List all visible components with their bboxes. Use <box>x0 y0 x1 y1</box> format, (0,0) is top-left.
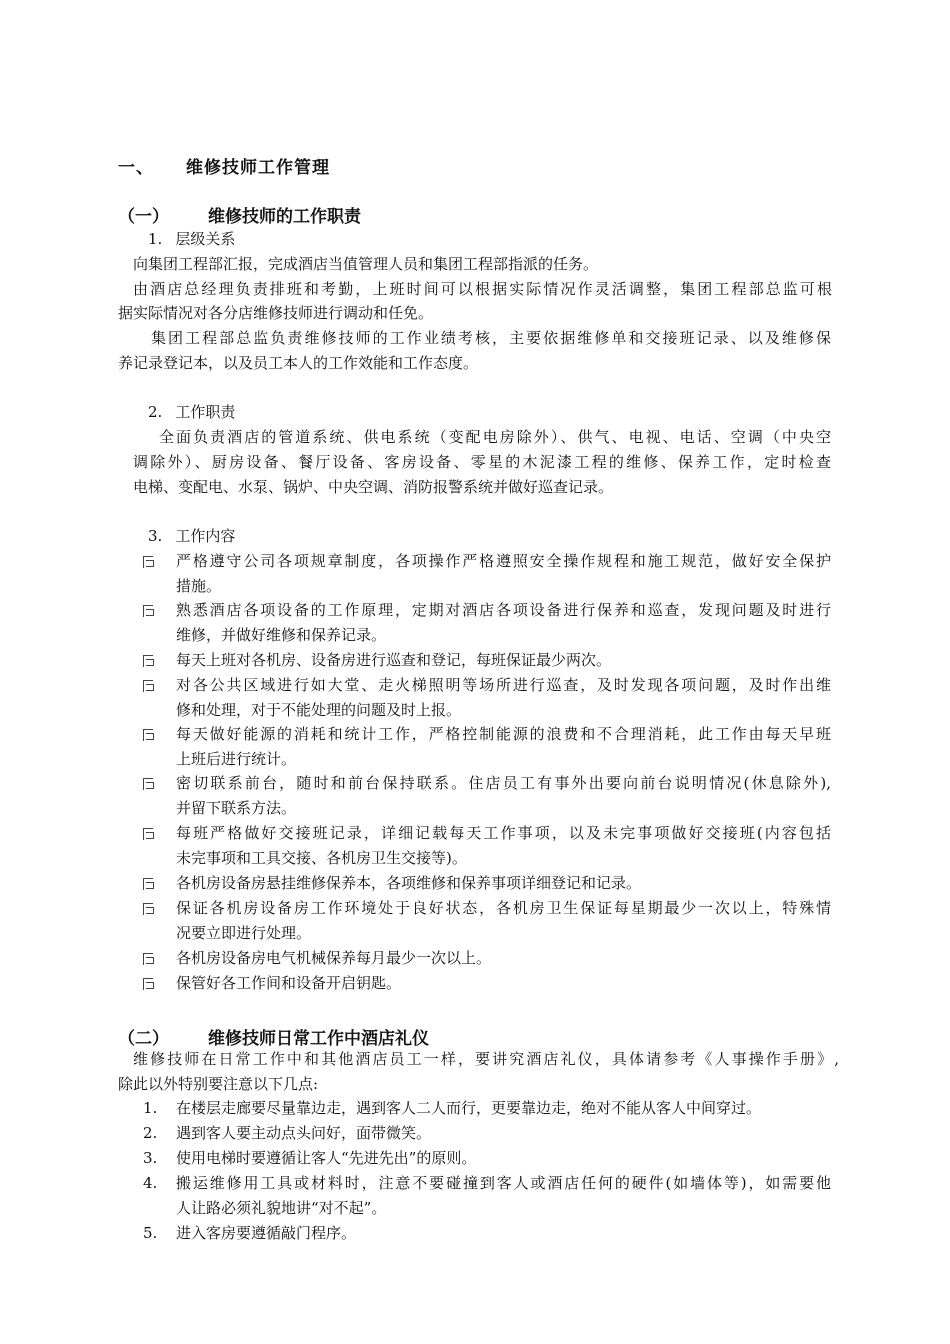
list-item: 各机房设备房悬挂维修保养本，各项维修和保养事项详细登记和记录。 <box>176 874 642 892</box>
list-number: 2. <box>143 1124 158 1142</box>
list-item: 每班严格做好交接班记录，详细记载每天工作事项，以及未完事项做好交接班(内容包括 <box>176 824 831 842</box>
paragraph-line: 养记录登记本，以及员工本人的工作效能和工作态度。 <box>118 354 479 372</box>
item-heading-1 <box>148 227 235 251</box>
paragraph-line: 据实际情况对各分店维修技师进行调动和任免。 <box>118 304 434 322</box>
list-item-continuation: 并留下联系方法。 <box>176 799 297 817</box>
list-number: 1. <box>143 1099 158 1117</box>
paragraph-line: 除此以外特别要注意以下几点: <box>118 1075 319 1093</box>
subsection-title: 维修技师的工作职责 <box>208 207 361 227</box>
list-item: 每天做好能源的消耗和统计工作，严格控制能源的浪费和不合理消耗，此工作由每天早班 <box>176 725 831 743</box>
flag-bullet-icon <box>143 878 153 890</box>
paragraph-line: 向集团工程部汇报，完成酒店当值管理人员和集团工程部指派的任务。 <box>133 255 599 273</box>
list-item: 保管好各工作间和设备开启钥匙。 <box>176 974 402 992</box>
list-item: 严格遵守公司各项规章制度，各项操作严格遵照安全操作规程和施工规范，做好安全保护 <box>176 552 831 570</box>
item-title: 工作内容 <box>175 527 236 545</box>
paragraph-line: 集团工程部总监负责维修技师的工作业绩考核，主要依据维修单和交接班记录、以及维修保 <box>151 329 831 347</box>
flag-bullet-icon <box>143 953 153 965</box>
section-heading <box>118 153 330 178</box>
item-heading-2 <box>148 400 235 424</box>
list-item-continuation: 维修，并做好维修和保养记录。 <box>176 626 387 644</box>
list-item-continuation: 人让路必须礼貌地讲“对不起”。 <box>176 1199 387 1217</box>
list-item-continuation: 未完事项和工具交接、各机房卫生交接等)。 <box>176 849 467 867</box>
flag-bullet-icon <box>143 605 153 617</box>
item-number: 1. <box>148 230 163 248</box>
list-number: 5. <box>143 1224 158 1242</box>
list-item: 各机房设备房电气机械保养每月最少一次以上。 <box>176 949 492 967</box>
list-item: 搬运维修用工具或材料时，注意不要碰撞到客人或酒店任何的硬件(如墙体等)，如需要他 <box>176 1174 831 1192</box>
paragraph-line: 电梯、变配电、水泵、锅炉、中央空调、消防报警系统并做好巡查记录。 <box>133 478 614 496</box>
flag-bullet-icon <box>143 729 153 741</box>
list-item: 每天上班对各机房、设备房进行巡查和登记，每班保证最少两次。 <box>176 651 612 669</box>
item-number: 3. <box>148 527 163 545</box>
section-number: 一、 <box>118 158 154 178</box>
flag-bullet-icon <box>143 978 153 990</box>
item-number: 2. <box>148 403 163 421</box>
list-number: 4. <box>143 1174 158 1192</box>
section-title: 维修技师工作管理 <box>186 158 330 178</box>
flag-bullet-icon <box>143 680 153 692</box>
list-item-continuation: 况要立即进行处理。 <box>176 924 312 942</box>
paragraph-line: 调除外）、厨房设备、餐厅设备、客房设备、零星的木泥漆工程的维修、保养工作，定时检查 <box>133 453 831 471</box>
flag-bullet-icon <box>143 556 153 568</box>
item-title: 层级关系 <box>175 230 236 248</box>
paragraph-line: 由酒店总经理负责排班和考勤，上班时间可以根据实际情况作灵活调整，集团工程部总监可根 <box>133 280 832 298</box>
flag-bullet-icon <box>143 655 153 667</box>
list-item: 保证各机房设备房工作环境处于良好状态，各机房卫生保证每星期最少一次以上，特殊情 <box>176 899 831 917</box>
list-item: 遇到客人要主动点头问好，面带微笑。 <box>176 1124 432 1142</box>
list-item: 使用电梯时要遵循让客人“先进先出”的原则。 <box>176 1149 477 1167</box>
subsection-number: （一） <box>118 207 169 227</box>
list-item: 进入客房要遵循敲门程序。 <box>176 1224 357 1242</box>
list-item-continuation: 上班后进行统计。 <box>176 750 297 768</box>
list-item: 在楼层走廊要尽量靠边走，遇到客人二人而行，更要靠边走，绝对不能从客人中间穿过。 <box>176 1099 762 1117</box>
paragraph-line: 全面负责酒店的管道系统、供电系统（变配电房除外）、供气、电视、电话、空调（中央空 <box>159 428 831 446</box>
list-item-continuation: 修和处理，对于不能处理的问题及时上报。 <box>176 701 462 719</box>
list-item-continuation: 措施。 <box>176 577 222 595</box>
item-title: 工作职责 <box>175 403 236 421</box>
flag-bullet-icon <box>143 903 153 915</box>
list-item: 对各公共区域进行如大堂、走火梯照明等场所进行巡查，及时发现各项问题，及时作出维 <box>176 676 831 694</box>
flag-bullet-icon <box>143 778 153 790</box>
item-heading-3 <box>148 524 235 548</box>
subsection-heading-2 <box>118 1024 429 1049</box>
flag-bullet-icon <box>143 828 153 840</box>
subsection-number: （二） <box>118 1029 169 1049</box>
paragraph-line: 维修技师在日常工作中和其他酒店员工一样，要讲究酒店礼仪，具体请参考《人事操作手册》, <box>133 1050 839 1068</box>
subsection-title: 维修技师日常工作中酒店礼仪 <box>208 1029 429 1049</box>
list-item: 密切联系前台，随时和前台保持联系。住店员工有事外出要向前台说明情况(休息除外), <box>176 774 831 792</box>
list-item: 熟悉酒店各项设备的工作原理，定期对酒店各项设备进行保养和巡查，发现问题及时进行 <box>176 601 831 619</box>
list-number: 3. <box>143 1149 158 1167</box>
subsection-heading-1 <box>118 202 361 227</box>
